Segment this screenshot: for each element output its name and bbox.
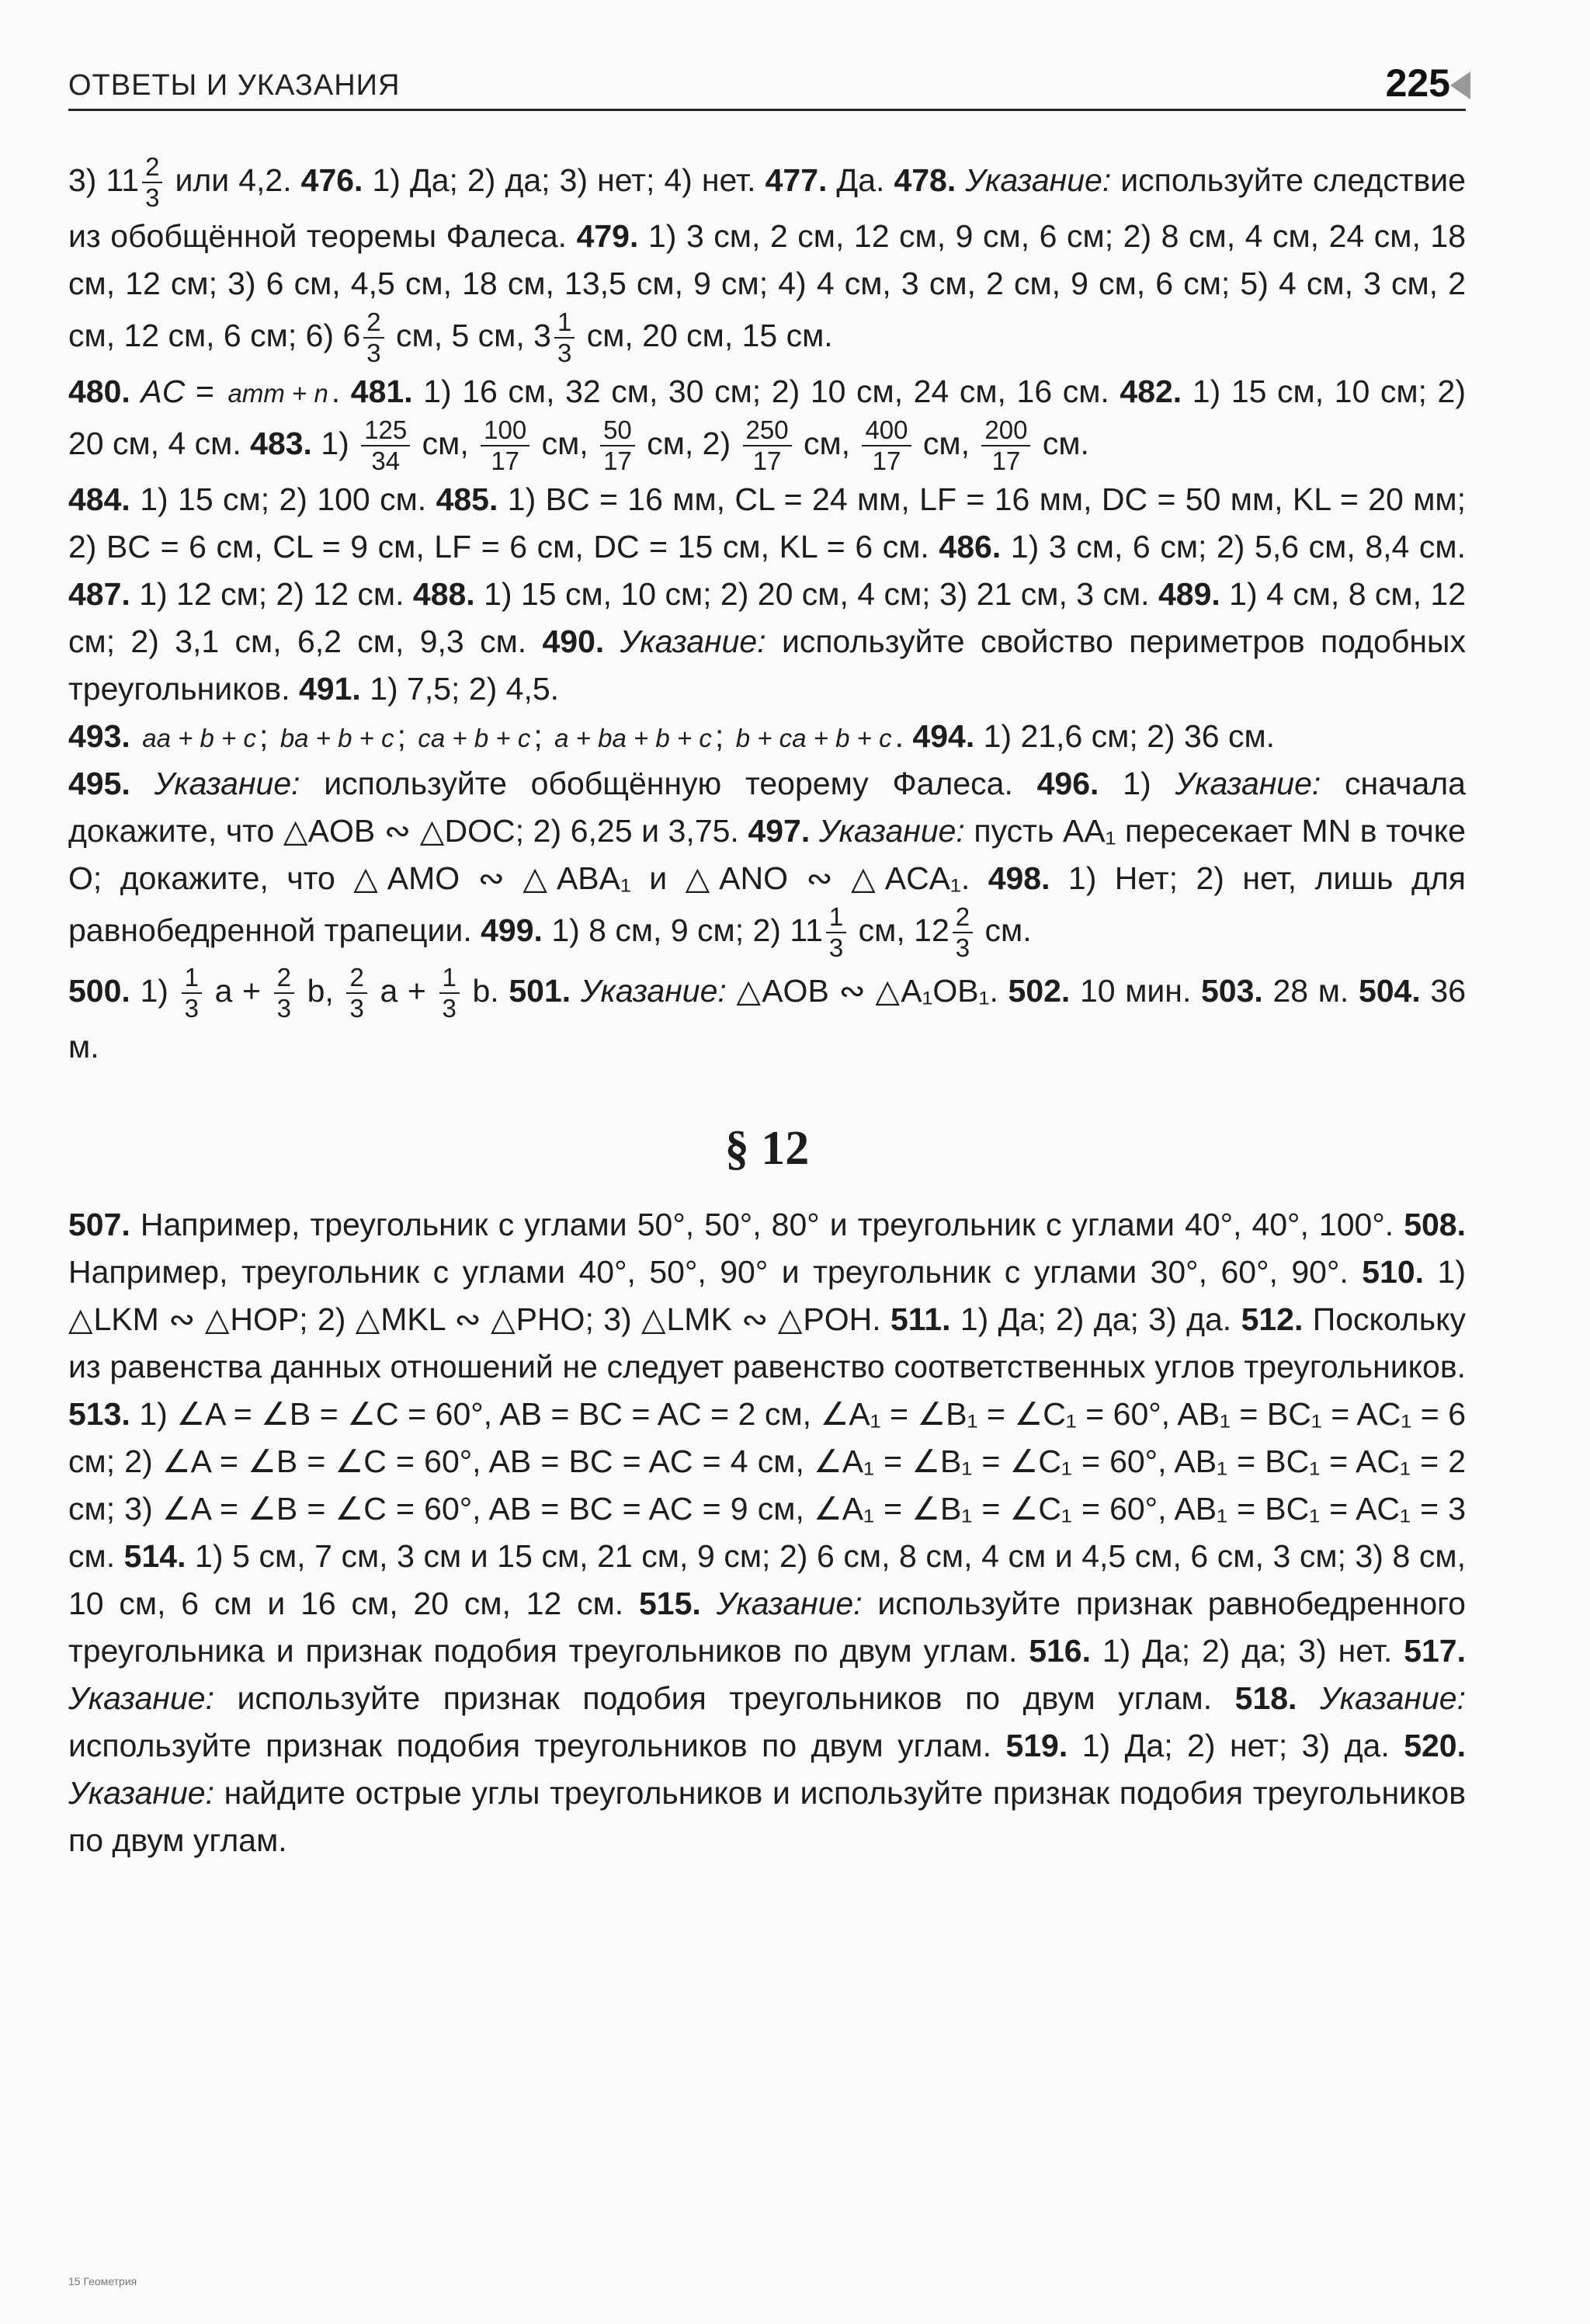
problem-number: 503. <box>1201 972 1263 1009</box>
fraction: $\frac{1}{3}$ <box>439 963 460 1023</box>
problem-number: 489. <box>1158 576 1220 612</box>
problem-number: 499. <box>481 912 543 948</box>
problem-number: 494. <box>912 718 975 754</box>
fraction: ba + b + c <box>279 724 394 753</box>
problem-number: 510. <box>1362 1254 1425 1290</box>
problem-number: 516. <box>1029 1633 1092 1669</box>
fraction: $\frac{2}{3}$ <box>346 963 366 1023</box>
problem-number: 515. <box>639 1586 701 1621</box>
problem-number: 514. <box>123 1538 186 1574</box>
problem-number: 513. <box>68 1396 130 1432</box>
page-number: 225 <box>1385 61 1450 105</box>
problem-number: 507. <box>68 1207 130 1242</box>
problem-number: 486. <box>939 529 1002 564</box>
problem-number: 479. <box>576 218 639 254</box>
problem-number: 504. <box>1358 972 1421 1009</box>
hint-label: Указание: <box>68 1680 214 1716</box>
problem-number: 502. <box>1008 972 1071 1009</box>
problem-number: 488. <box>412 576 475 612</box>
fraction: aa + b + c <box>142 724 257 753</box>
fraction: $\frac{250}{17}$ <box>743 415 792 476</box>
header-title: ОТВЕТЫ И УКАЗАНИЯ <box>68 69 401 102</box>
problem-number: 478. <box>894 162 956 198</box>
problem-number: 482. <box>1120 373 1182 409</box>
problem-number: 519. <box>1005 1728 1068 1763</box>
problem-number: 480. <box>68 373 130 409</box>
answers-block-476-479: 3) 11 $\frac{2}{3}$ или 4,2. 476. 1) Да; 2) да; 3) нет; 4) нет. 477. Да. 478. Указание: используйте следствие из обобщённой теоремы Фалеса. 479. 1) 3 см, 2 см, 12 см, 9 см, 6 см; 2) 8 см, 4 см, 24 см, 18 см, 12 см; 3) 6 см, 4,5 см, 18 см, 13,5 см, 9 см; 4) 4 см, 3 см, 2 см, 9 см, 6 см; 5) 4 см, 3 см, 2 см, 12 см, 6 см; 6) 6 $\frac{2}{3}$ см, 5 см, 3 $\frac{1}{3}$ см, 20 см, 15 см. <box>68 152 1466 367</box>
fraction: b + ca + b + c <box>735 724 892 753</box>
problem-number: 495. <box>68 766 130 801</box>
answers-block-500-504: 500. 1) $\frac{1}{3}$ a + $\frac{2}{3}$ b, $\frac{2}{3}$ a + $\frac{1}{3}$ b. 501. Указание: △AOB ∾ △A₁OB₁. 502. 10 мин. 503. 28 м. 504. 36 м. <box>68 963 1466 1065</box>
hint-label: Указание: <box>965 162 1112 198</box>
answers-block-484-491: 484. 1) 15 см; 2) 100 см. 485. 1) BC = 16 мм, CL = 24 мм, LF = 16 мм, DC = 50 мм, KL = 20 мм; 2) BC = 6 см, CL = 9 см, LF = 6 см, DC = 15 см, KL = 6 см. 486. 1) 3 см, 6 см; 2) 5,6 см, 8,4 см. 487. 1) 12 см; 2) 12 см. 488. 1) 15 см, 10 см; 2) 20 см, 4 см; 3) 21 см, 3 см. 489. 1) 4 см, 8 см, 12 см; 2) 3,1 см, 6,2 см, 9,3 см. 490. Указание: используйте свойство периметров подобных треугольников. 491. 1) 7,5; 2) 4,5. <box>68 481 1467 707</box>
problem-number: 496. <box>1036 766 1099 801</box>
problem-number: 498. <box>988 860 1050 896</box>
fraction: a + ba + b + c <box>554 724 712 753</box>
section-title: § 12 <box>724 1122 810 1175</box>
hint-label: Указание: <box>818 813 965 849</box>
fraction: $\frac{2}{3}$ <box>142 152 162 213</box>
fraction: ca + b + c <box>418 724 531 753</box>
hint-label: Указание: <box>620 624 766 659</box>
problem-number: 476. <box>300 162 363 198</box>
answers-block-495-499: 495. Указание: используйте обобщённую теорему Фалеса. 496. 1) Указание: сначала докажите, что △AOB ∾ △DOC; 2) 6,25 и 3,75. 497. Указание: пусть AA₁ пересекает MN в точке O; докажите, что △AMO ∾ △ABA₁ и △ANO ∾ △ACA₁. 498. 1) Нет; 2) нет, лишь для равнобедренной трапеции. 499. 1) 8 см, 9 см; 2) 11 $\frac{1}{3}$ см, 12 $\frac{2}{3}$ см. <box>68 766 1466 962</box>
fraction: $\frac{400}{17}$ <box>862 415 911 476</box>
fraction: $\frac{1}{3}$ <box>554 307 575 368</box>
problem-number: 520. <box>1404 1728 1466 1763</box>
problem-number: 512. <box>1241 1301 1304 1337</box>
problem-number: 508. <box>1404 1207 1466 1242</box>
hint-label: Указание: <box>154 766 300 801</box>
footer-signature-mark: 15 Геометрия <box>68 2275 137 2288</box>
answers-content <box>68 152 1466 1864</box>
fraction: $\frac{1}{3}$ <box>826 902 846 963</box>
problem-number: 484. <box>68 481 130 517</box>
fraction: amm + n <box>227 379 328 408</box>
problem-number: 501. <box>509 972 571 1009</box>
problem-number: 483. <box>250 425 312 461</box>
page-tab-triangle-icon <box>1450 71 1470 99</box>
hint-label: Указание: <box>68 1775 214 1811</box>
answers-block-480-483: 480. AC = amm + n. 481. 1) 16 см, 32 см, 30 см; 2) 10 см, 24 см, 16 см. 482. 1) 15 см, 10 см; 2) 20 см, 4 см. 483. 1) $\frac{125}{34}$ см, $\frac{100}{17}$ см, $\frac{50}{17}$ см, 2) $\frac{250}{17}$ см, $\frac{400}{17}$ см, $\frac{200}{17}$ см. <box>68 373 1466 475</box>
fraction: $\frac{1}{3}$ <box>182 963 202 1023</box>
problem-number: 481. <box>350 373 413 409</box>
problem-number: 485. <box>436 481 498 517</box>
fraction: $\frac{50}{17}$ <box>600 415 635 476</box>
problem-number: 487. <box>68 576 130 612</box>
problem-number: 511. <box>890 1301 951 1337</box>
fraction: $\frac{2}{3}$ <box>363 307 384 368</box>
problem-number: 477. <box>765 162 828 198</box>
answers-block-507-520: 507. Например, треугольник с углами 50°, 50°, 80° и треугольник с углами 40°, 40°, 100°. 508. Например, треугольник с углами 40°, 50°, 90° и треугольник с углами 30°, 60°, 90°. 510. 1) △LKM ∾ △HOP; 2) △MKL ∾ △PHO; 3) △LMK ∾ △POH. 511. 1) Да; 2) да; 3) да. 512. Поскольку из равенства данных отношений не следует равенство соответственных углов треугольников. 513. 1) ∠A = ∠B = ∠C = 60°, AB = BC = AC = 2 см, ∠A₁ = ∠B₁ = ∠C₁ = 60°, AB₁ = BC₁ = AC₁ = 6 см; 2) ∠A = ∠B = ∠C = 60°, AB = BC = AC = 4 см, ∠A₁ = ∠B₁ = ∠C₁ = 60°, AB₁ = BC₁ = AC₁ = 2 см; 3) ∠A = ∠B = ∠C = 60°, AB = BC = AC = 9 см, ∠A₁ = ∠B₁ = ∠C₁ = 60°, AB₁ = BC₁ = AC₁ = 3 см. 514. 1) 5 см, 7 см, 3 см и 15 см, 21 см, 9 см; 2) 6 см, 8 см, 4 см и 4,5 см, 6 см, 3 см; 3) 8 см, 10 см, 6 см и 16 см, 20 см, 12 см. 515. Указание: используйте признак равнобедренного треугольника и признак подобия треугольников по двум углам. 516. 1) Да; 2) да; 3) нет. 517. Указание: используйте признак подобия треугольников по двум углам. 518. Указание: используйте признак подобия треугольников по двум углам. 519. 1) Да; 2) нет; 3) да. 520. Указание: найдите острые углы треугольников и используйте признак подобия треугольников по двум углам. <box>68 1207 1466 1858</box>
problem-number: 517. <box>1404 1633 1466 1669</box>
fraction: $\frac{125}{34}$ <box>361 415 410 476</box>
problem-number: 490. <box>542 624 605 659</box>
hint-label: Указание: <box>1320 1680 1466 1716</box>
fraction: $\frac{2}{3}$ <box>953 902 973 963</box>
hint-label: Указание: <box>1175 766 1321 801</box>
problem-number: 491. <box>298 671 361 707</box>
answers-block-493-494: 493. aa + b + c; ba + b + c; ca + b + c; a + ba + b + c; b + ca + b + c. 494. 1) 21,6 см; 2) 36 см. <box>68 718 1276 754</box>
hint-label: Указание: <box>716 1586 863 1621</box>
problem-number: 518. <box>1234 1680 1297 1716</box>
problem-number: 497. <box>748 813 811 849</box>
fraction: $\frac{2}{3}$ <box>274 963 294 1023</box>
fraction: $\frac{200}{17}$ <box>981 415 1030 476</box>
fraction: $\frac{100}{17}$ <box>481 415 529 476</box>
problem-number: 493. <box>68 718 130 754</box>
page-header <box>68 62 1466 111</box>
problem-number: 500. <box>68 972 130 1009</box>
hint-label: Указание: <box>580 972 727 1009</box>
